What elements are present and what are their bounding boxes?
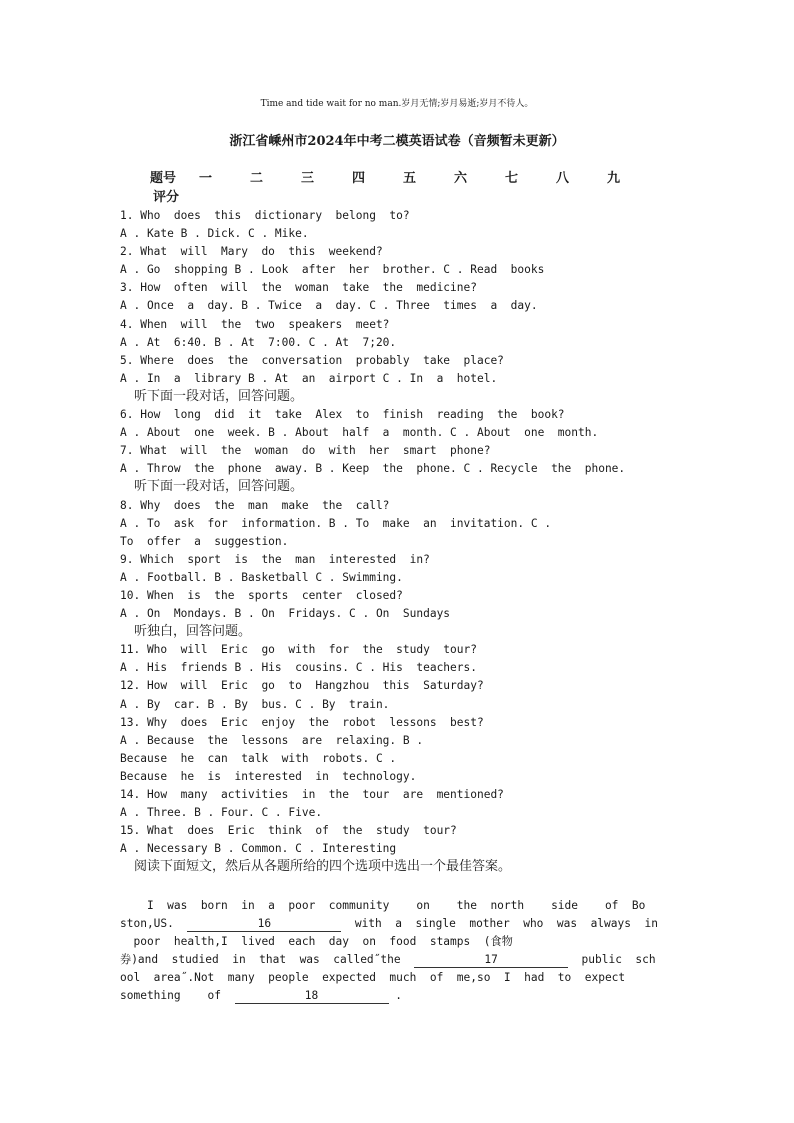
header-motto: Time and tide wait for no man.岁月无情;岁月易逝;岁月不待人。	[260, 99, 534, 109]
question-line: A . Kate B . Dick. C . Mike.	[120, 227, 309, 241]
question-line: 15. What does Eric think of the study tour?	[120, 824, 457, 838]
question-line: A . In a library B . At an airport C . In a hotel.	[120, 371, 498, 385]
score-table	[150, 166, 639, 186]
question-line: 12. How will Eric go to Hangzhou this Saturday?	[120, 679, 484, 693]
question-line: Because he is interested in technology.	[120, 769, 417, 783]
question-line: To offer a suggestion.	[120, 534, 289, 548]
question-line: A . Because the lessons are relaxing. B .	[120, 733, 424, 747]
score-table-column: 六	[453, 170, 467, 186]
question-line: 4. When will the two speakers meet?	[120, 317, 390, 331]
question-line: A . At 6:40. B . At 7:00. C . At 7;20.	[120, 335, 397, 349]
question-line: 9. Which sport is the man interested in?	[120, 552, 430, 566]
question-line: 5. Where does the conversation probably take place?	[120, 353, 504, 367]
question-line: 14. How many activities in the tour are mentioned?	[120, 788, 504, 801]
passage-line	[120, 987, 680, 1005]
question-line: A . His friends B . His cousins. C . His teachers.	[120, 661, 477, 675]
question-line: A . Throw the phone away. B . Keep the phone. C . Recycle the phone.	[120, 462, 626, 476]
question-line: A . By car. B . By bus. C . By train.	[120, 697, 390, 711]
question-line: A . On Mondays. B . On Fridays. C . On Sundays	[120, 607, 451, 621]
question-line: 11. Who will Eric go with for the study tour?	[120, 643, 477, 657]
score-table-column: 一	[198, 170, 212, 186]
score-table-column: 三	[300, 170, 314, 186]
question-line: 3. How often will the woman take the medicine?	[120, 281, 477, 295]
score-table-row-label: 题号	[150, 170, 177, 186]
question-line: A . Football. B . Basketball C . Swimming.	[120, 570, 403, 584]
question-line: A . To ask for information. B . To make an invitation. C .	[120, 516, 552, 530]
score-table-column: 七	[504, 170, 518, 186]
reading-passage	[120, 897, 680, 1006]
passage-text: something of	[120, 989, 235, 1003]
passage-text: public sch	[568, 953, 656, 967]
passage-line	[120, 951, 680, 969]
passage-text: .	[388, 989, 402, 1003]
question-line: 10. When is the sports center closed?	[120, 588, 403, 602]
blank-17[interactable]: 17	[414, 953, 568, 968]
section-instruction: 听独白，回答问题。	[134, 624, 252, 640]
question-line: A . Once a day. B . Twice a day. C . Three times a day.	[120, 299, 538, 313]
score-table-score-label: 评分	[153, 190, 180, 205]
blank-18[interactable]: 18	[235, 989, 389, 1004]
question-line: 7. What will the woman do with her smart phone?	[120, 444, 491, 458]
document-title: 浙江省嵊州市2024年中考二模英语试卷（音频暂未更新）	[229, 134, 565, 149]
question-line: Because he can talk with robots. C .	[120, 751, 397, 765]
question-line: A . Necessary B . Common. C . Interesting	[120, 842, 397, 856]
score-table-header-row	[150, 166, 639, 186]
section-instruction: 阅读下面短文，然后从各题所给的四个选项中选出一个最佳答案。	[134, 859, 512, 875]
blank-16[interactable]: 16	[187, 917, 341, 932]
question-line: A . About one week. B . About half a month. C . About one month.	[120, 426, 599, 440]
section-instruction: 听下面一段对话，回答问题。	[134, 479, 304, 495]
score-table-column: 五	[402, 170, 416, 186]
passage-line	[120, 915, 680, 933]
section-instruction: 听下面一段对话，回答问题。	[134, 388, 304, 404]
passage-text: ston,US.	[120, 917, 188, 931]
question-list	[120, 207, 680, 876]
passage-text: with a single mother who was always in	[341, 917, 658, 931]
passage-line: ool area˝.Not many people expected much of me,so I had to expect	[120, 971, 626, 985]
score-table-column: 八	[555, 170, 569, 186]
question-line: 8. Why does the man make the call?	[120, 498, 390, 512]
question-line: 2. What will Mary do this weekend?	[120, 245, 383, 259]
passage-text: 券)and studied in that was called˝the	[120, 953, 415, 967]
passage-line: I was born in a poor community on the north side of Bo	[120, 899, 646, 912]
question-line: 6. How long did it take Alex to finish reading the book?	[120, 408, 565, 422]
question-line: 13. Why does Eric enjoy the robot lessons best?	[120, 715, 484, 729]
score-table-column: 四	[351, 170, 365, 186]
score-table-column: 九	[606, 170, 620, 186]
passage-line: poor health,I lived each day on food stamps (食物	[120, 935, 513, 949]
question-line: A . Go shopping B . Look after her brother. C . Read books	[120, 263, 545, 277]
question-line: A . Three. B . Four. C . Five.	[120, 806, 323, 820]
question-line: 1. Who does this dictionary belong to?	[120, 209, 410, 222]
score-table-column: 二	[249, 170, 263, 186]
